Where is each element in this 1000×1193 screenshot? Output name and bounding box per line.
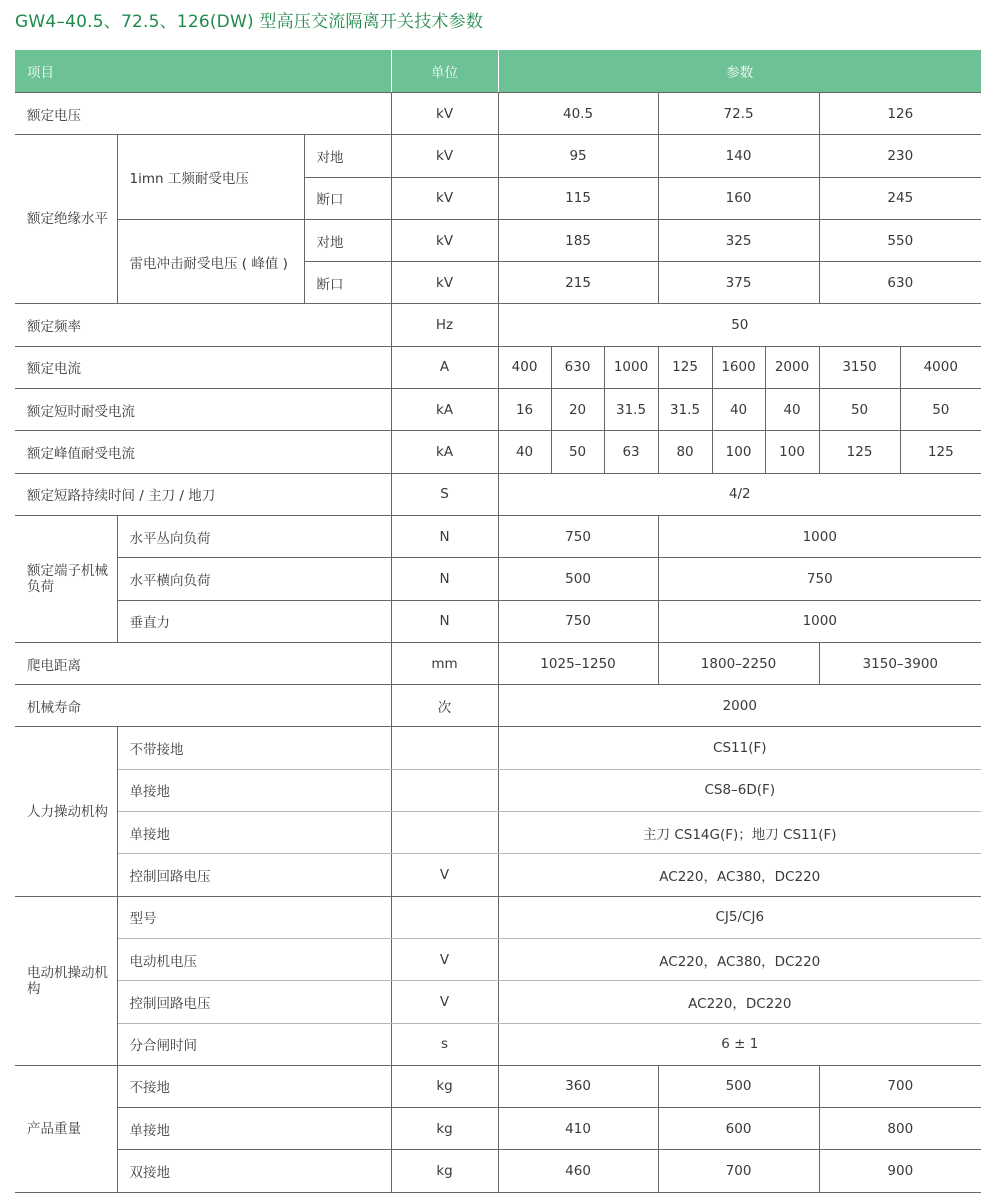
value-cell: 360 — [498, 1065, 658, 1107]
value-cell: 2000 — [765, 346, 819, 388]
value-cell: AC220，DC220 — [498, 981, 981, 1023]
unit-cell: V — [391, 981, 498, 1023]
row-label: 断口 — [304, 177, 391, 219]
row-label: 额定频率 — [15, 304, 391, 346]
value-cell: 215 — [498, 262, 658, 304]
unit-cell — [391, 896, 498, 938]
table-row — [15, 473, 981, 515]
value-cell: 1600 — [712, 346, 765, 388]
value-cell: AC220，AC380，DC220 — [498, 854, 981, 896]
table-row — [15, 1150, 981, 1192]
row-label: 分合闸时间 — [117, 1023, 391, 1065]
sub-group-label: 雷电冲击耐受电压 ( 峰值 ) — [117, 219, 304, 304]
value-cell: 375 — [658, 262, 819, 304]
row-label: 单接地 — [117, 769, 391, 811]
value-cell: 4/2 — [498, 473, 981, 515]
value-cell: 63 — [604, 431, 658, 473]
row-label: 额定电压 — [15, 93, 391, 135]
unit-cell: kV — [391, 177, 498, 219]
value-cell: 1000 — [658, 515, 981, 557]
page-title: GW4–40.5、72.5、126(DW) 型高压交流隔离开关技术参数 — [15, 12, 484, 32]
row-label: 水平横向负荷 — [117, 558, 391, 600]
table-row — [15, 896, 981, 938]
unit-cell: S — [391, 473, 498, 515]
unit-cell: kV — [391, 135, 498, 177]
value-cell: 40 — [765, 389, 819, 431]
unit-cell: s — [391, 1023, 498, 1065]
value-cell: 40 — [712, 389, 765, 431]
value-cell: 550 — [819, 219, 981, 261]
table-row — [15, 1065, 981, 1107]
table-row — [15, 1108, 981, 1150]
value-cell: 20 — [551, 389, 604, 431]
table-row — [15, 219, 981, 261]
row-label: 额定电流 — [15, 346, 391, 388]
value-cell: 400 — [498, 346, 551, 388]
value-cell: 185 — [498, 219, 658, 261]
value-cell: 500 — [658, 1065, 819, 1107]
table-row — [15, 135, 981, 177]
row-label: 额定短时耐受电流 — [15, 389, 391, 431]
row-label: 单接地 — [117, 812, 391, 854]
group-label: 产品重量 — [15, 1065, 117, 1192]
value-cell: 125 — [900, 431, 981, 473]
unit-cell — [391, 812, 498, 854]
unit-cell: kA — [391, 431, 498, 473]
value-cell: 2000 — [498, 685, 981, 727]
table-row — [15, 981, 981, 1023]
value-cell: 50 — [900, 389, 981, 431]
table-row — [15, 304, 981, 346]
unit-cell: 次 — [391, 685, 498, 727]
row-label: 单接地 — [117, 1108, 391, 1150]
row-label: 额定短路持续时间 / 主刀 / 地刀 — [15, 473, 391, 515]
value-cell: 72.5 — [658, 93, 819, 135]
unit-cell: V — [391, 938, 498, 980]
value-cell: 630 — [551, 346, 604, 388]
unit-cell: kg — [391, 1065, 498, 1107]
spec-table — [15, 50, 981, 1193]
value-cell: 3150 — [819, 346, 900, 388]
value-cell: 1000 — [658, 600, 981, 642]
unit-cell: N — [391, 515, 498, 557]
value-cell: AC220，AC380，DC220 — [498, 938, 981, 980]
value-cell: 3150–3900 — [819, 642, 981, 684]
value-cell: 1800–2250 — [658, 642, 819, 684]
value-cell: 31.5 — [604, 389, 658, 431]
value-cell: 700 — [819, 1065, 981, 1107]
row-label: 控制回路电压 — [117, 854, 391, 896]
value-cell: 230 — [819, 135, 981, 177]
sub-group-label: 1imn 工频耐受电压 — [117, 135, 304, 220]
value-cell: 750 — [498, 600, 658, 642]
table-row — [15, 685, 981, 727]
row-label: 对地 — [304, 219, 391, 261]
value-cell: 80 — [658, 431, 712, 473]
value-cell: 40 — [498, 431, 551, 473]
value-cell: 160 — [658, 177, 819, 219]
value-cell: 630 — [819, 262, 981, 304]
value-cell: CJ5/CJ6 — [498, 896, 981, 938]
value-cell: 600 — [658, 1108, 819, 1150]
value-cell: 100 — [712, 431, 765, 473]
table-row — [15, 642, 981, 684]
group-label: 人力操动机构 — [15, 727, 117, 896]
value-cell: 115 — [498, 177, 658, 219]
value-cell: 1000 — [604, 346, 658, 388]
table-row — [15, 515, 981, 557]
row-label: 断口 — [304, 262, 391, 304]
row-label: 型号 — [117, 896, 391, 938]
group-label: 额定端子机械负荷 — [15, 515, 117, 642]
table-row — [15, 1023, 981, 1065]
header-params: 参数 — [498, 50, 981, 93]
value-cell: 325 — [658, 219, 819, 261]
row-label: 双接地 — [117, 1150, 391, 1192]
table-row — [15, 431, 981, 473]
unit-cell: kV — [391, 219, 498, 261]
table-row — [15, 854, 981, 896]
value-cell: 140 — [658, 135, 819, 177]
unit-cell: kg — [391, 1108, 498, 1150]
row-label: 电动机电压 — [117, 938, 391, 980]
unit-cell: N — [391, 600, 498, 642]
unit-cell: A — [391, 346, 498, 388]
value-cell: 750 — [498, 515, 658, 557]
table-row — [15, 558, 981, 600]
unit-cell: kg — [391, 1150, 498, 1192]
group-label: 电动机操动机构 — [15, 896, 117, 1065]
unit-cell: V — [391, 854, 498, 896]
value-cell: 500 — [498, 558, 658, 600]
row-label: 爬电距离 — [15, 642, 391, 684]
value-cell: 31.5 — [658, 389, 712, 431]
row-label: 水平丛向负荷 — [117, 515, 391, 557]
value-cell: 126 — [819, 93, 981, 135]
value-cell: 100 — [765, 431, 819, 473]
value-cell: 125 — [819, 431, 900, 473]
value-cell: 16 — [498, 389, 551, 431]
value-cell: 800 — [819, 1108, 981, 1150]
table-row — [15, 93, 981, 135]
table-row — [15, 346, 981, 388]
value-cell: CS11(F) — [498, 727, 981, 769]
row-label: 不带接地 — [117, 727, 391, 769]
value-cell: 125 — [658, 346, 712, 388]
header-unit: 单位 — [391, 50, 498, 93]
table-row — [15, 727, 981, 769]
value-cell: 4000 — [900, 346, 981, 388]
value-cell: 700 — [658, 1150, 819, 1192]
table-row — [15, 600, 981, 642]
table-row — [15, 389, 981, 431]
value-cell: 750 — [658, 558, 981, 600]
row-label: 额定峰值耐受电流 — [15, 431, 391, 473]
value-cell: 460 — [498, 1150, 658, 1192]
unit-cell: kV — [391, 262, 498, 304]
unit-cell: kA — [391, 389, 498, 431]
header-item: 项目 — [15, 50, 391, 93]
row-label: 控制回路电压 — [117, 981, 391, 1023]
value-cell: 410 — [498, 1108, 658, 1150]
row-label: 不接地 — [117, 1065, 391, 1107]
row-label: 机械寿命 — [15, 685, 391, 727]
table-row — [15, 769, 981, 811]
value-cell: 50 — [551, 431, 604, 473]
unit-cell: Hz — [391, 304, 498, 346]
group-label: 额定绝缘水平 — [15, 135, 117, 304]
value-cell: 50 — [819, 389, 900, 431]
value-cell: 900 — [819, 1150, 981, 1192]
value-cell: 1025–1250 — [498, 642, 658, 684]
value-cell: 95 — [498, 135, 658, 177]
unit-cell: N — [391, 558, 498, 600]
value-cell: 245 — [819, 177, 981, 219]
value-cell: 6 ± 1 — [498, 1023, 981, 1065]
unit-cell: mm — [391, 642, 498, 684]
value-cell: 50 — [498, 304, 981, 346]
table-row — [15, 812, 981, 854]
row-label: 对地 — [304, 135, 391, 177]
value-cell: 40.5 — [498, 93, 658, 135]
table-header — [15, 50, 981, 93]
unit-cell — [391, 727, 498, 769]
unit-cell: kV — [391, 93, 498, 135]
value-cell: CS8–6D(F) — [498, 769, 981, 811]
unit-cell — [391, 769, 498, 811]
value-cell: 主刀 CS14G(F)；地刀 CS11(F) — [498, 812, 981, 854]
table-row — [15, 938, 981, 980]
row-label: 垂直力 — [117, 600, 391, 642]
